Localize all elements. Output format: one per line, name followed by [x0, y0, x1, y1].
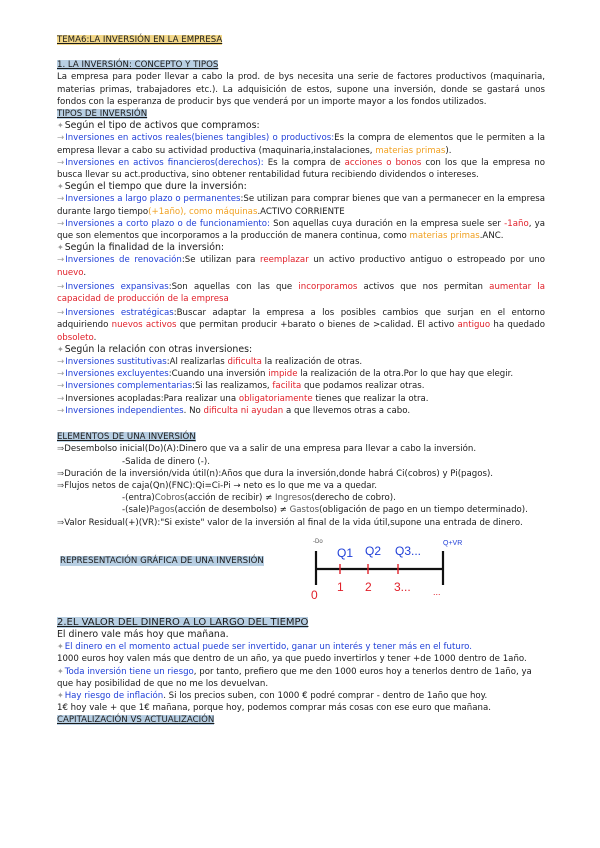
elem-e4: ⇒Valor Residual(+)(VR):"Si existe" valor de la inversión al final de la vida útil,supone una entrada de dinero.	[57, 517, 523, 528]
item-d5: →Inversiones independientes. No dificulta ni ayudan a que llevemos otras a cabo.	[57, 405, 411, 416]
document-page	[57, 34, 545, 727]
item-a1: →Inversiones en activos reales(bienes tangibles) o productivos:Es la compra de elementos que le permiten a la empresa llevar a cabo su actividad productiva (maquinaria,instalaciones, materias primas).	[57, 133, 545, 156]
elem-e3b: -(entra)Cobros(acción de recibir) ≠ Ingresos(derecho de cobro).	[122, 493, 396, 504]
s2-line-5: ✦Hay riesgo de inflación. Si los precios suben, con 1000 € podré comprar - dentro de 1año que hoy.	[57, 690, 488, 701]
document-title: TEMA6:LA INVERSIÓN EN LA EMPRESA	[57, 35, 223, 45]
timeline-tn-label: ...	[433, 586, 441, 597]
timeline-q2-label: Q2	[365, 543, 382, 558]
s2-line-4: ✦Toda inversión tiene un riesgo, por tanto, prefiero que me den 1000 euros hoy a tenerlos dentro de 1año, ya que hay posibilidad de que no me los devuelvan.	[57, 666, 532, 689]
elem-e3: ⇒Flujos netos de caja(Qn)(FNC):Qi=Ci-Pi → neto es lo que me va a quedar.	[57, 480, 378, 491]
investment-timeline-diagram	[257, 529, 507, 617]
s2-line-1: El dinero vale más hoy que mañana.	[57, 628, 229, 640]
type-d-heading: ✦Según la relación con otras inversiones:	[57, 343, 253, 355]
type-a-heading: ✦Según el tipo de activos que compramos:	[57, 120, 260, 132]
item-d1: →Inversiones sustitutivas:Al realizarlas dificulta la realización de otras.	[57, 357, 363, 368]
diamond-bullet-icon: ✦	[57, 243, 64, 253]
item-c1: →Inversiones de renovación:Se utilizan para reemplazar un activo productivo antiguo o estropeado por uno nuevo.	[57, 255, 545, 278]
elem-e3c: -(sale)Pagos(acción de desembolso) ≠ Gastos(obligación de pago en un tiempo determinado).	[122, 505, 528, 516]
item-c3: →Inversiones estratégicas:Buscar adaptar la empresa a los posibles cambios que surjan en el entorno adquiriendo nuevos activos que permitan producir +barato o bienes de >calidad. El activo antiguo ha quedado obsoleto.	[57, 308, 546, 343]
intro-paragraph: La empresa para poder llevar a cabo la prod. de bys necesita una serie de factores productivos (maquinaria, materias primas, trabajadores etc.). La adquisición de estos, supone una inversión, donde se gastará unos fondos con la esperanza de producir bys que venderá por un importe mayor a los fondos utilizados.	[57, 72, 545, 107]
diamond-bullet-icon: ✦	[57, 344, 64, 354]
item-b2: →Inversiones a corto plazo o de funcionamiento: Son aquellas cuya duración en la empresa suele ser -1año, ya que son elementos que incorporamos a la producción de manera continua, como materias primas.ANC.	[57, 218, 545, 242]
timeline-t1-label: 1	[337, 579, 344, 594]
tipos-heading: TIPOS DE INVERSIÓN	[57, 109, 148, 120]
section-1-heading: 1. LA INVERSIÓN: CONCEPTO Y TIPOS	[57, 60, 219, 71]
item-d2: →Inversiones excluyentes:Cuando una inversión impide la realización de la otra.Por lo que hay que elegir.	[57, 369, 514, 380]
diamond-bullet-icon: ✦	[57, 182, 64, 192]
timeline-t3-label: 3...	[394, 579, 411, 594]
repr-heading: REPRESENTACIÓN GRÁFICA DE UNA INVERSIÓN	[60, 555, 264, 566]
timeline-block	[57, 529, 545, 617]
item-a2: →Inversiones en activos financieros(derechos): Es la compra de acciones o bonos con los que la empresa no busca llevar su act.productiva, sino obtener rentabilidad futura recibiendo dividendos o intereses.	[57, 157, 545, 181]
item-d4: →Inversiones acopladas:Para realizar una obligatoriamente tienes que realizar la otra.	[57, 393, 429, 404]
item-d3: →Inversiones complementarias:Si las realizamos, facilita que podamos realizar otras.	[57, 381, 425, 392]
timeline-q1-label: Q1	[337, 545, 354, 560]
timeline-qvr-label: Q+VR	[443, 539, 463, 547]
elem-e1: ⇒Desembolso inicial(Do)(A):Dinero que va a salir de una empresa para llevar a cabo la inversión.	[57, 444, 477, 455]
diamond-bullet-icon: ✦	[57, 642, 64, 652]
diamond-bullet-icon: ✦	[57, 121, 64, 131]
timeline-t0-label: 0	[311, 587, 318, 602]
item-b1: →Inversiones a largo plazo o permanentes:Se utilizan para comprar bienes que van a permanecer en la empresa durante largo tiempo(+1año), como máquinas.ACTIVO CORRIENTE	[57, 194, 546, 217]
elem-e1b: -Salida de dinero (-).	[122, 456, 210, 467]
s2-line-3: 1000 euros hoy valen más que dentro de un año, ya que puedo invertirlos y tener +de 1000 dentro de 1año.	[57, 654, 527, 665]
section-2-heading: 2.EL VALOR DEL DINERO A LO LARGO DEL TIEMPO	[57, 616, 309, 628]
timeline-q3-label: Q3...	[395, 543, 422, 558]
timeline-t2-label: 2	[365, 579, 372, 594]
s2-line-6: 1€ hoy vale + que 1€ mañana, porque hoy, podemos comprar más cosas con ese euro que mañana.	[57, 703, 491, 714]
elem-e2: ⇒Duración de la inversión/vida útil(n):Años que dura la inversión,donde habrá Ci(cobros) y Pi(pagos).	[57, 468, 494, 479]
timeline-do-label: -Do	[313, 538, 323, 545]
type-c-heading: ✦Según la finalidad de la inversión:	[57, 242, 225, 254]
item-c2: →Inversiones expansivas:Son aquellas con las que incorporamos activos que nos permitan aumentar la capacidad de producción de la empresa	[57, 281, 545, 305]
diamond-bullet-icon: ✦	[57, 690, 64, 700]
cap-vs-act-heading: CAPITALIZACIÓN VS ACTUALIZACIÓN	[57, 715, 215, 726]
type-b-heading: ✦Según el tiempo que dure la inversión:	[57, 181, 247, 193]
s2-line-2: ✦El dinero en el momento actual puede ser invertido, ganar un interés y tener más en el futuro.	[57, 642, 473, 653]
elementos-heading: ELEMENTOS DE UNA INVERSIÓN	[57, 432, 196, 443]
diamond-bullet-icon: ✦	[57, 666, 64, 676]
